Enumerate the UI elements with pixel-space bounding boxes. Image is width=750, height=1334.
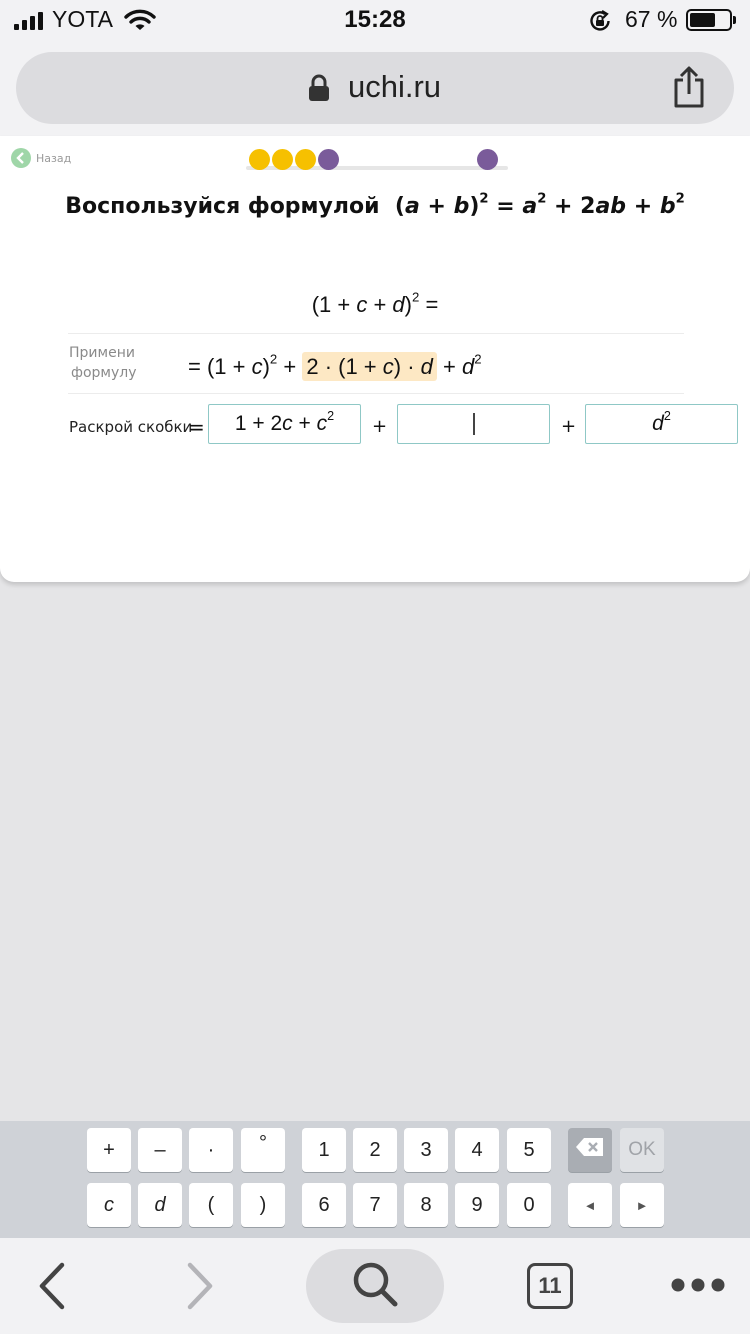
key-6[interactable]: 6 — [302, 1183, 346, 1227]
key-7[interactable]: 7 — [353, 1183, 397, 1227]
answer-field-1[interactable]: $1 + 2c + c^2$ — [208, 404, 361, 444]
forward-arrow-icon[interactable] — [178, 1260, 222, 1312]
cursor-right-key[interactable]: ► — [620, 1183, 664, 1227]
exercise-card — [0, 136, 750, 582]
key-dot[interactable]: · — [189, 1128, 233, 1172]
key-close-paren[interactable]: ) — [241, 1183, 285, 1227]
key-4[interactable]: 4 — [455, 1128, 499, 1172]
progress-indicator — [246, 148, 508, 172]
apply-formula-label: Примени формулу — [69, 345, 137, 381]
key-degree[interactable]: ° — [241, 1128, 285, 1172]
key-open-paren[interactable]: ( — [189, 1183, 233, 1227]
key-plus[interactable]: + — [87, 1128, 131, 1172]
formula: $(a + b)^2 = a^2 + 2ab + b^2$ — [394, 191, 685, 219]
status-bar — [0, 0, 750, 40]
back-label: Назад — [36, 151, 72, 165]
search-icon — [351, 1260, 399, 1312]
math-keyboard — [0, 1121, 750, 1238]
plus-sign: + — [372, 416, 388, 437]
backspace-key[interactable] — [568, 1128, 612, 1172]
share-icon[interactable] — [672, 66, 706, 112]
cursor-left-key[interactable]: ◄ — [568, 1183, 612, 1227]
tabs-icon[interactable]: 11 — [527, 1263, 573, 1309]
divider — [68, 393, 684, 394]
key-8[interactable]: 8 — [404, 1183, 448, 1227]
expression: $(1 + c + d)^2$ = — [311, 289, 439, 317]
equals-sign: = — [188, 415, 205, 439]
highlighted-term: 2 · (1 + c) · d — [302, 352, 437, 381]
expand-label: Раскрой скобки — [69, 418, 193, 436]
address-bar[interactable] — [16, 52, 734, 124]
task-title: Воспользуйся формулой $(a + b)^2 = a^2 + 2ab + b^2$ — [65, 191, 685, 219]
lock-icon — [308, 74, 330, 106]
chevron-left-icon — [11, 148, 31, 168]
url-text: uchi.ru — [348, 69, 442, 104]
battery-percent: 67 % — [625, 6, 678, 32]
plus-sign: + — [561, 416, 577, 437]
battery-icon — [686, 9, 732, 31]
key-1[interactable]: 1 — [302, 1128, 346, 1172]
backspace-icon — [575, 1137, 605, 1163]
more-icon[interactable] — [668, 1274, 728, 1296]
key-c[interactable]: c — [87, 1183, 131, 1227]
battery-level — [690, 13, 715, 27]
key-minus[interactable]: – — [138, 1128, 182, 1172]
back-button[interactable] — [11, 148, 71, 168]
ok-key[interactable]: OK — [620, 1128, 664, 1172]
clock: 15:28 — [344, 6, 406, 33]
key-9[interactable]: 9 — [455, 1183, 499, 1227]
key-5[interactable]: 5 — [507, 1128, 551, 1172]
key-0[interactable]: 0 — [507, 1183, 551, 1227]
rotation-lock-icon — [588, 9, 612, 37]
progress-dot — [272, 149, 293, 170]
search-button[interactable] — [306, 1249, 444, 1323]
key-2[interactable]: 2 — [353, 1128, 397, 1172]
back-arrow-icon[interactable] — [30, 1260, 74, 1312]
text-cursor — [473, 413, 475, 435]
answer-field-2[interactable] — [397, 404, 550, 444]
key-3[interactable]: 3 — [404, 1128, 448, 1172]
browser-toolbar — [0, 1238, 750, 1334]
progress-dot — [318, 149, 339, 170]
browser-header — [0, 40, 750, 136]
carrier-name: YOTA — [52, 6, 113, 32]
answer-field-3[interactable]: $d^2$ — [585, 404, 738, 444]
divider — [68, 333, 684, 334]
applied-formula: = $(1 + c)^2 + 2 \cdot (1 + c) \cdot d + d^2$ — [188, 351, 482, 379]
progress-dot — [477, 149, 498, 170]
key-d[interactable]: d — [138, 1183, 182, 1227]
progress-dot — [249, 149, 270, 170]
progress-dot — [295, 149, 316, 170]
